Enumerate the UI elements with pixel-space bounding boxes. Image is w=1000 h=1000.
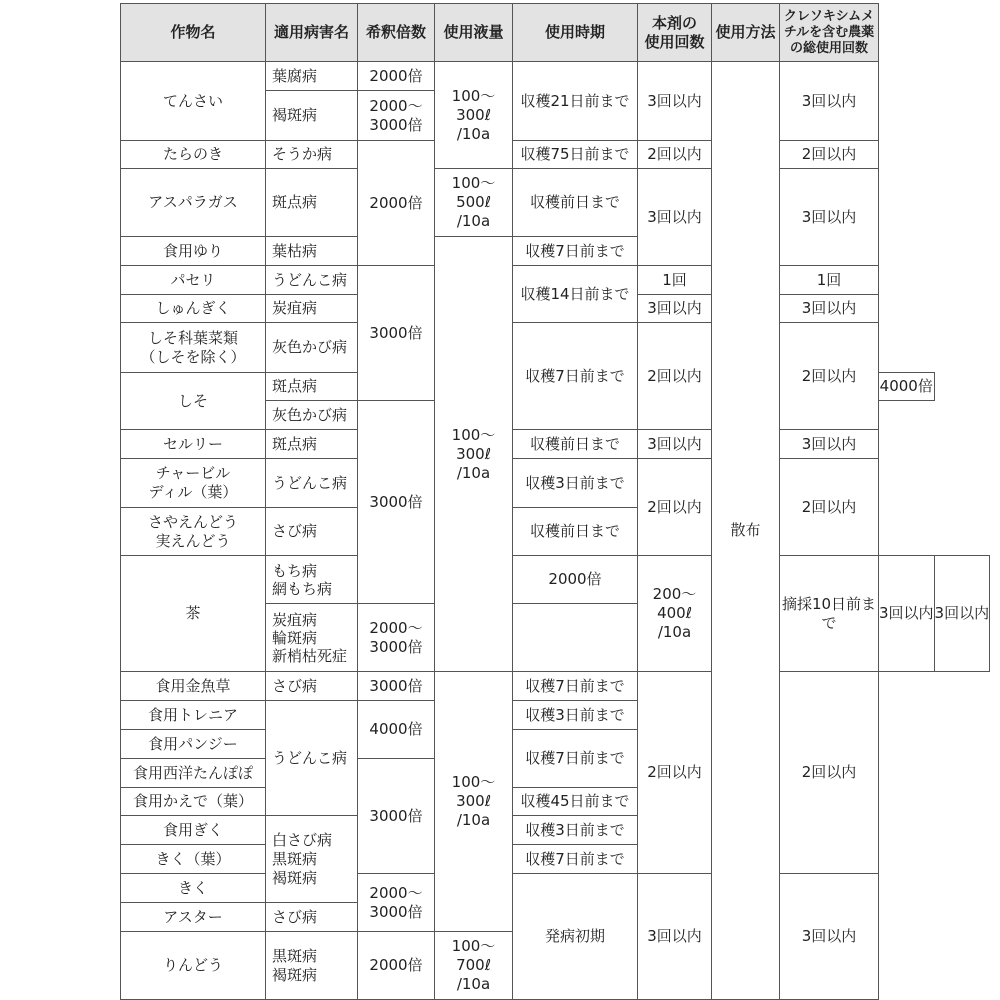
crop-cell: アスター [121, 903, 266, 932]
timing-cell: 収穫21日前まで [513, 62, 638, 141]
volume-cell: 100～ 500ℓ /10a [435, 169, 513, 237]
disease-cell: 葉腐病 [266, 62, 358, 91]
volume-cell: 100～ 300ℓ /10a [435, 672, 513, 932]
crop-cell: てんさい [121, 62, 266, 141]
total-cell: 3回以内 [934, 556, 990, 672]
timing-cell: 発病初期 [513, 874, 638, 1000]
crop-cell: しゅんぎく [121, 295, 266, 323]
count-cell: 3回以内 [638, 169, 712, 266]
total-cell: 2回以内 [780, 459, 879, 556]
disease-cell: 葉枯病 [266, 237, 358, 266]
count-cell: 2回以内 [638, 459, 712, 556]
timing-cell: 収穫前日まで [513, 430, 638, 459]
disease-cell: さび病 [266, 903, 358, 932]
count-cell: 3回以内 [638, 874, 712, 1000]
disease-cell: さび病 [266, 508, 358, 556]
crop-cell: 食用西洋たんぽぽ [121, 759, 266, 788]
crop-cell: アスパラガス [121, 169, 266, 237]
timing-cell: 収穫7日前まで [513, 237, 638, 266]
total-cell: 3回以内 [780, 295, 879, 323]
timing-cell: 収穫3日前まで [513, 701, 638, 730]
pesticide-usage-table [120, 3, 990, 1000]
crop-cell: 食用トレニア [121, 701, 266, 730]
header-disease: 適用病害名 [266, 4, 358, 62]
disease-cell: うどんこ病 [266, 459, 358, 508]
total-cell: 2回以内 [780, 672, 879, 874]
table-row [121, 141, 990, 169]
total-cell: 1回 [780, 266, 879, 295]
total-cell: 2回以内 [780, 141, 879, 169]
crop-cell: 食用ゆり [121, 237, 266, 266]
header-method: 使用方法 [712, 4, 780, 62]
dilution-cell: 2000倍 [513, 556, 638, 604]
timing-cell: 収穫7日前まで [513, 323, 638, 430]
timing-cell: 収穫14日前まで [513, 266, 638, 323]
header-dilution: 希釈倍数 [358, 4, 435, 62]
count-cell: 3回以内 [638, 295, 712, 323]
header-total: クレソキシムメ チルを含む農薬 の総使用回数 [780, 4, 879, 62]
disease-cell: さび病 [266, 672, 358, 701]
dilution-cell: 3000倍 [358, 672, 435, 701]
volume-cell: 100～ 700ℓ /10a [435, 932, 513, 1000]
count-cell: 3回以内 [638, 430, 712, 459]
total-cell: 3回以内 [780, 62, 879, 141]
crop-cell: 食用かえで（葉） [121, 788, 266, 816]
crop-cell: りんどう [121, 932, 266, 1000]
method-cell: 散布 [712, 62, 780, 1000]
crop-cell: しそ [121, 373, 266, 430]
timing-cell: 収穫7日前まで [513, 730, 638, 788]
table-row [121, 62, 990, 91]
crop-cell: きく [121, 874, 266, 903]
volume-cell: 200～ 400ℓ /10a [638, 556, 712, 672]
disease-cell: もち病 網もち病 [266, 556, 358, 604]
disease-cell: 灰色かび病 [266, 401, 358, 430]
table-row [121, 266, 990, 295]
timing-cell: 収穫7日前まで [513, 672, 638, 701]
dilution-cell: 2000～ 3000倍 [358, 604, 435, 672]
dilution-cell: 3000倍 [358, 401, 435, 604]
crop-cell: 茶 [121, 556, 266, 672]
crop-cell: 食用金魚草 [121, 672, 266, 701]
timing-cell: 収穫7日前まで [513, 845, 638, 874]
timing-cell: 摘採10日前まで [780, 556, 879, 672]
table-row [121, 169, 990, 237]
timing-cell: 収穫前日まで [513, 169, 638, 237]
timing-cell: 収穫3日前まで [513, 459, 638, 508]
dilution-cell: 2000倍 [358, 932, 435, 1000]
crop-cell: パセリ [121, 266, 266, 295]
header-crop: 作物名 [121, 4, 266, 62]
dilution-cell: 2000倍 [358, 62, 435, 91]
timing-cell: 収穫前日まで [513, 508, 638, 556]
disease-cell: 白さび病 黒斑病 褐斑病 [266, 816, 358, 903]
total-cell: 3回以内 [780, 169, 879, 266]
timing-cell: 収穫75日前まで [513, 141, 638, 169]
disease-cell: 斑点病 [266, 430, 358, 459]
disease-cell: 黒斑病 褐斑病 [266, 932, 358, 1000]
table-row [121, 556, 990, 604]
count-cell: 2回以内 [638, 672, 712, 874]
table-row [121, 672, 990, 701]
crop-cell: さやえんどう 実えんどう [121, 508, 266, 556]
dilution-cell: 2000～ 3000倍 [358, 91, 435, 141]
disease-cell: 灰色かび病 [266, 323, 358, 373]
volume-cell: 100～ 300ℓ /10a [435, 62, 513, 169]
dilution-cell: 4000倍 [879, 373, 935, 401]
header-volume: 使用液量 [435, 4, 513, 62]
disease-cell: そうか病 [266, 141, 358, 169]
volume-cell: 100～ 300ℓ /10a [435, 237, 513, 672]
disease-cell: 炭疽病 [266, 295, 358, 323]
crop-cell: きく（葉） [121, 845, 266, 874]
timing-cell: 収穫3日前まで [513, 816, 638, 845]
disease-cell: うどんこ病 [266, 701, 358, 816]
table-row [121, 459, 990, 508]
header-row [121, 4, 990, 62]
count-cell: 3回以内 [638, 62, 712, 141]
header-timing: 使用時期 [513, 4, 638, 62]
total-cell: 3回以内 [780, 430, 879, 459]
crop-cell: たらのき [121, 141, 266, 169]
count-cell: 2回以内 [638, 323, 712, 430]
disease-cell: 炭疽病 輪斑病 新梢枯死症 [266, 604, 358, 672]
count-cell: 1回 [638, 266, 712, 295]
table-row [121, 874, 990, 903]
table-row [121, 323, 990, 373]
dilution-cell: 3000倍 [358, 759, 435, 874]
disease-cell: 斑点病 [266, 373, 358, 401]
crop-cell: 食用ぎく [121, 816, 266, 845]
crop-cell: チャービル ディル（葉） [121, 459, 266, 508]
dilution-cell: 4000倍 [358, 701, 435, 759]
header-count: 本剤の 使用回数 [638, 4, 712, 62]
dilution-cell: 2000倍 [358, 141, 435, 266]
table-row [121, 430, 990, 459]
dilution-cell: 2000～ 3000倍 [358, 874, 435, 932]
disease-cell: 褐斑病 [266, 91, 358, 141]
count-cell: 2回以内 [638, 141, 712, 169]
total-cell: 2回以内 [780, 323, 879, 430]
disease-cell: うどんこ病 [266, 266, 358, 295]
timing-cell: 収穫45日前まで [513, 788, 638, 816]
disease-cell: 斑点病 [266, 169, 358, 237]
count-cell: 3回以内 [879, 556, 935, 672]
crop-cell: セルリー [121, 430, 266, 459]
total-cell: 3回以内 [780, 874, 879, 1000]
crop-cell: 食用パンジー [121, 730, 266, 759]
crop-cell: しそ科葉菜類 （しそを除く） [121, 323, 266, 373]
dilution-cell: 3000倍 [358, 266, 435, 401]
